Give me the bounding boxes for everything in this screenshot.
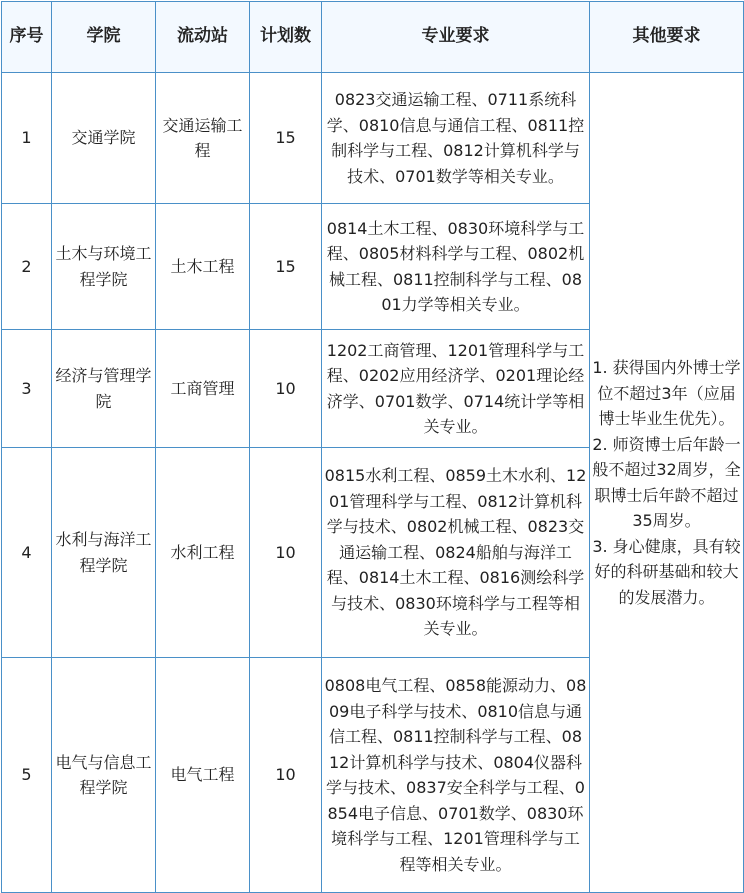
cell-no: 3 (2, 330, 52, 448)
cell-no: 1 (2, 73, 52, 204)
cell-major: 0823交通运输工程、0711系统科学、0810信息与通信工程、0811控制科学与工程、0812计算机科学与技术、0701数学等相关专业。 (322, 73, 590, 204)
cell-no: 2 (2, 204, 52, 330)
cell-other-requirements (590, 73, 744, 893)
cell-station: 水利工程 (156, 448, 250, 658)
cell-college: 电气与信息工程学院 (52, 658, 156, 893)
cell-major: 0814土木工程、0830环境科学与工程、0805材料科学与工程、0802机械工程、0811控制科学与工程、0801力学等相关专业。 (322, 204, 590, 330)
cell-station: 交通运输工程 (156, 73, 250, 204)
cell-no: 4 (2, 448, 52, 658)
recruitment-table (1, 1, 744, 893)
header-plan: 计划数 (250, 2, 322, 73)
cell-college: 土木与环境工程学院 (52, 204, 156, 330)
other-requirement-3: 3. 身心健康，具有较好的科研基础和较大的发展潜力。 (592, 536, 741, 607)
cell-college: 水利与海洋工程学院 (52, 448, 156, 658)
cell-plan: 15 (250, 73, 322, 204)
cell-station: 土木工程 (156, 204, 250, 330)
header-row (2, 2, 744, 73)
cell-plan: 10 (250, 448, 322, 658)
cell-plan: 15 (250, 204, 322, 330)
cell-no: 5 (2, 658, 52, 893)
header-no: 序号 (2, 2, 52, 73)
cell-college: 经济与管理学院 (52, 330, 156, 448)
cell-plan: 10 (250, 330, 322, 448)
cell-major: 1202工商管理、1201管理科学与工程、0202应用经济学、0201理论经济学、0701数学、0714统计学等相关专业。 (322, 330, 590, 448)
other-requirement-1: 1. 获得国内外博士学位不超过3年（应届博士毕业生优先）。 (592, 358, 741, 428)
table-row (2, 73, 744, 204)
cell-plan: 10 (250, 658, 322, 893)
cell-major: 0815水利工程、0859土木水利、1201管理科学与工程、0812计算机科学与技术、0802机械工程、0823交通运输工程、0824船舶与海洋工程、0814土木工程、0816测绘科学与技术、0830环境科学与工程等相关专业。 (322, 448, 590, 658)
header-college: 学院 (52, 2, 156, 73)
cell-college: 交通学院 (52, 73, 156, 204)
header-major: 专业要求 (322, 2, 590, 73)
other-requirement-2: 2. 师资博士后年龄一般不超过32周岁，全职博士后年龄不超过35周岁。 (592, 434, 741, 530)
cell-station: 工商管理 (156, 330, 250, 448)
header-station: 流动站 (156, 2, 250, 73)
header-other: 其他要求 (590, 2, 744, 73)
cell-station: 电气工程 (156, 658, 250, 893)
cell-major: 0808电气工程、0858能源动力、0809电子科学与技术、0810信息与通信工程、0811控制科学与工程、0812计算机科学与技术、0804仪器科学与技术、0837安全科学与工程、0854电子信息、0701数学、0830环境科学与工程、1201管理科学与工程等相关专业。 (322, 658, 590, 893)
